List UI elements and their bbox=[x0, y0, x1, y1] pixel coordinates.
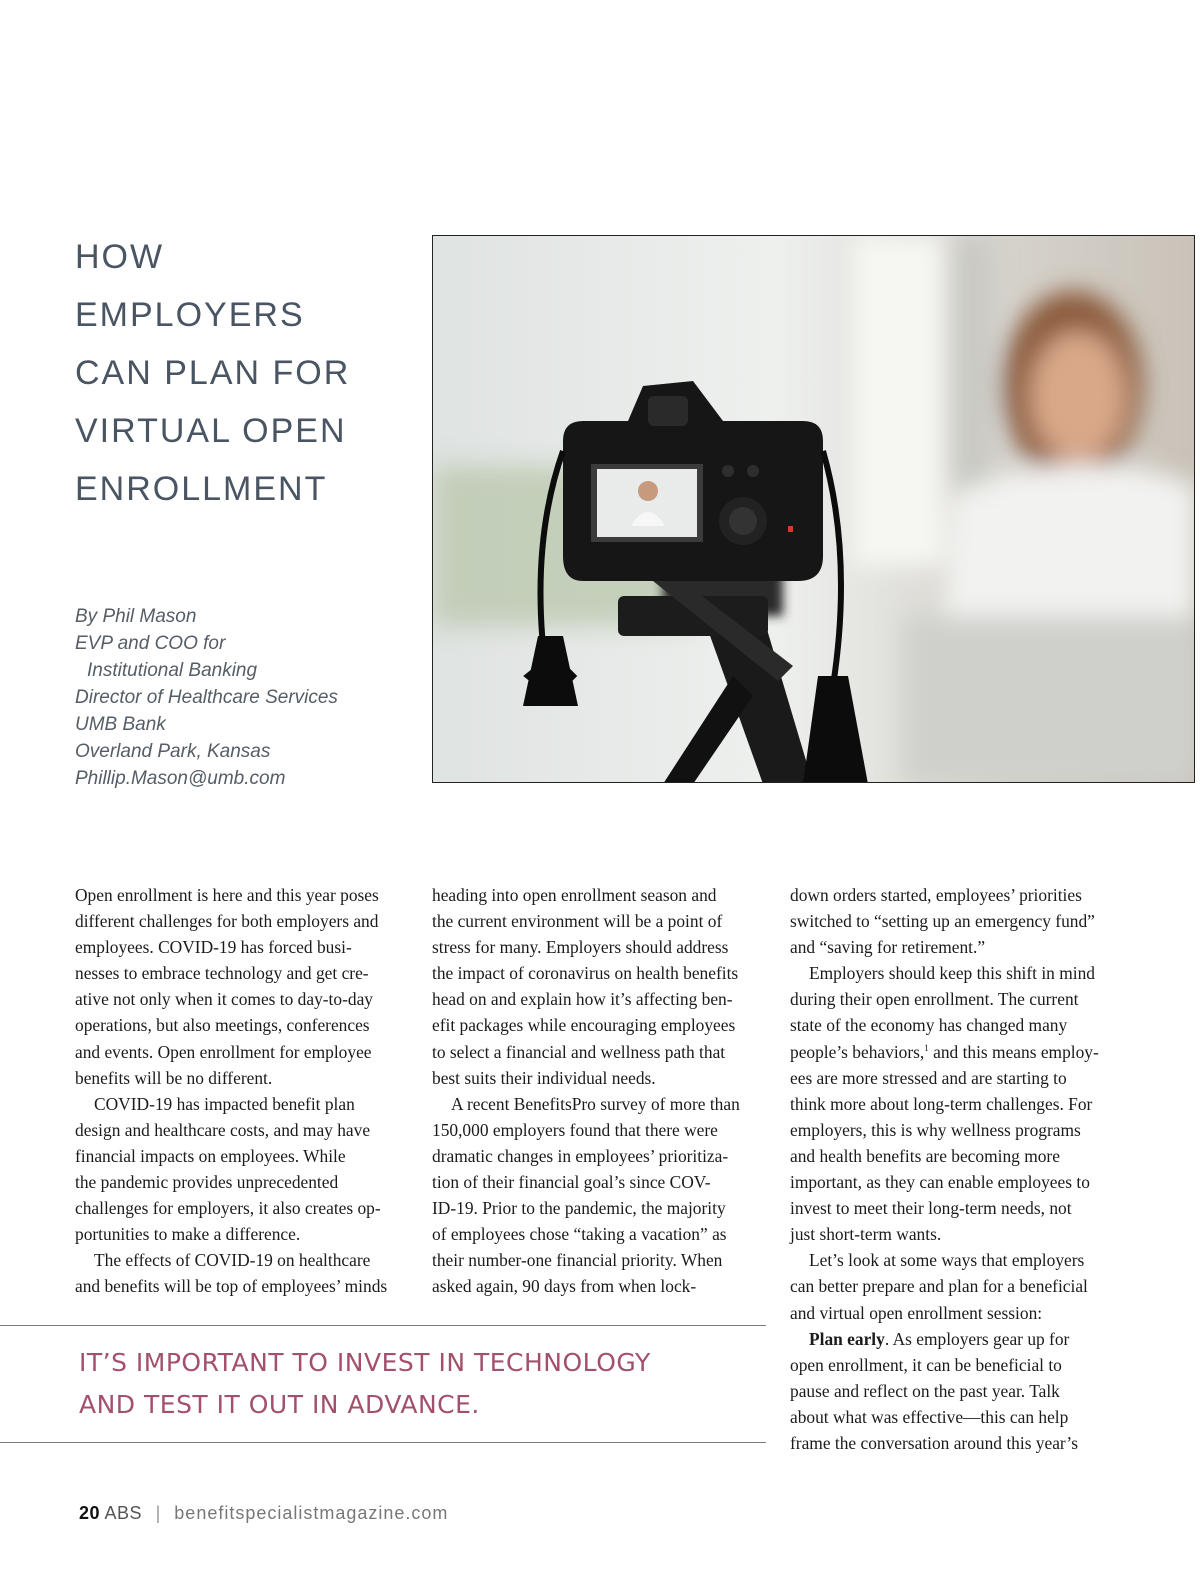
pull-quote-top-rule bbox=[0, 1325, 766, 1326]
text-line: and “saving for retirement.” bbox=[790, 937, 986, 958]
text-line: head on and explain how it’s affecting ben- bbox=[432, 989, 733, 1010]
text-line: tion of their financial goal’s since COV- bbox=[432, 1172, 711, 1193]
text-line: and health benefits are becoming more bbox=[790, 1145, 1060, 1166]
text-line: 150,000 employers found that there were bbox=[432, 1119, 718, 1140]
text-line bbox=[790, 1326, 1150, 1352]
subhead-plan-early: Plan early bbox=[809, 1328, 885, 1349]
text-line: ees are more stressed and are starting to bbox=[790, 1067, 1067, 1088]
footnote-marker: 1 bbox=[924, 1042, 929, 1053]
text-line: down orders started, employees’ priorities bbox=[790, 885, 1082, 905]
text-line: the current environment will be a point of bbox=[432, 911, 723, 932]
text-line: A recent BenefitsPro survey of more than bbox=[451, 1093, 740, 1114]
text-line: the impact of coronavirus on health benefits bbox=[432, 963, 739, 984]
text-line: Employers should keep this shift in mind bbox=[809, 963, 1095, 984]
pull-quote bbox=[79, 1342, 759, 1426]
text-line: nesses to embrace technology and get cre- bbox=[75, 963, 369, 984]
body-column-1 bbox=[75, 882, 435, 1300]
text-line: heading into open enrollment season and bbox=[432, 885, 717, 905]
text-line: ID-19. Prior to the pandemic, the majority bbox=[432, 1198, 726, 1219]
text-line: portunities to make a difference. bbox=[75, 1224, 301, 1245]
text-line: benefits will be no different. bbox=[75, 1067, 273, 1088]
text-line: of employees chose “taking a vacation” as bbox=[432, 1224, 727, 1245]
text-fragment: . As employers gear up for bbox=[884, 1328, 1070, 1349]
text-line: state of the economy has changed many bbox=[790, 1015, 1068, 1036]
title-line: VIRTUAL OPEN bbox=[75, 412, 347, 450]
text-line bbox=[790, 1039, 1150, 1065]
text-line: important, as they can enable employees to bbox=[790, 1172, 1090, 1193]
text-line: pause and reflect on the past year. Talk bbox=[790, 1380, 1060, 1401]
text-line: switched to “setting up an emergency fund” bbox=[790, 911, 1095, 932]
text-fragment: people’s behaviors, bbox=[790, 1041, 925, 1062]
title-line: EMPLOYERS bbox=[75, 296, 305, 334]
text-line: ative not only when it comes to day-to-day bbox=[75, 989, 373, 1010]
text-line: stress for many. Employers should address bbox=[432, 937, 729, 958]
text-line: about what was effective—this can help bbox=[790, 1406, 1069, 1427]
paragraph bbox=[790, 882, 1150, 960]
text-line: frame the conversation around this year’s bbox=[790, 1432, 1078, 1453]
publication-name: ABS bbox=[104, 1503, 143, 1523]
text-line: during their open enrollment. The current bbox=[790, 989, 1079, 1010]
author-email: Phillip.Mason@umb.com bbox=[75, 768, 286, 789]
text-line: invest to meet their long-term needs, not bbox=[790, 1198, 1072, 1219]
paragraph bbox=[432, 1091, 792, 1300]
text-line: the pandemic provides unprecedented bbox=[75, 1172, 339, 1193]
text-line: employers, this is why wellness programs bbox=[790, 1119, 1081, 1140]
text-line: employees. COVID-19 has forced busi- bbox=[75, 937, 352, 958]
text-line: and benefits will be top of employees’ minds bbox=[75, 1276, 388, 1297]
text-line: The effects of COVID-19 on healthcare bbox=[94, 1250, 371, 1271]
text-line: efit packages while encouraging employees bbox=[432, 1015, 736, 1036]
text-line: dramatic changes in employees’ prioritiza- bbox=[432, 1145, 729, 1166]
title-line: ENROLLMENT bbox=[75, 470, 328, 508]
text-line: their number-one financial priority. When bbox=[432, 1250, 723, 1271]
website-link[interactable]: benefitspecialistmagazine.com bbox=[174, 1503, 449, 1523]
author-company: UMB Bank bbox=[75, 714, 166, 735]
author-role: Institutional Banking bbox=[87, 660, 258, 681]
paragraph bbox=[432, 882, 792, 1091]
article-title bbox=[75, 228, 415, 518]
paragraph bbox=[75, 1247, 435, 1299]
footer-separator: | bbox=[155, 1503, 161, 1523]
text-line: to select a financial and wellness path that bbox=[432, 1041, 726, 1062]
text-line: Let’s look at some ways that employers bbox=[809, 1250, 1085, 1271]
pull-quote-bottom-rule bbox=[0, 1442, 766, 1443]
text-line: open enrollment, it can be beneficial to bbox=[790, 1354, 1062, 1375]
text-line: operations, but also meetings, conferences bbox=[75, 1015, 370, 1036]
author-role: EVP and COO for bbox=[75, 633, 226, 654]
text-line: COVID-19 has impacted benefit plan bbox=[94, 1093, 355, 1114]
pull-quote-line: IT’S IMPORTANT TO INVEST IN TECHNOLOGY bbox=[79, 1348, 651, 1377]
text-line: best suits their individual needs. bbox=[432, 1067, 656, 1088]
body-column-3 bbox=[790, 882, 1150, 1456]
pull-quote-line: AND TEST IT OUT IN ADVANCE. bbox=[79, 1390, 480, 1419]
paragraph bbox=[75, 1091, 435, 1248]
text-line: asked again, 90 days from when lock- bbox=[432, 1276, 697, 1297]
paragraph bbox=[790, 1326, 1150, 1456]
article-photo bbox=[432, 235, 1195, 783]
page-number: 20 bbox=[79, 1503, 101, 1523]
author-location: Overland Park, Kansas bbox=[75, 741, 271, 762]
author-byline bbox=[75, 603, 415, 792]
text-line: can better prepare and plan for a beneficial bbox=[790, 1276, 1088, 1297]
camera-photo-illustration bbox=[433, 236, 1195, 783]
author-name: By Phil Mason bbox=[75, 606, 197, 627]
text-line: different challenges for both employers and bbox=[75, 911, 379, 932]
text-fragment: and this means employ- bbox=[928, 1041, 1099, 1062]
text-line: just short-term wants. bbox=[790, 1224, 942, 1245]
paragraph bbox=[790, 1247, 1150, 1325]
title-line: HOW bbox=[75, 238, 165, 276]
text-line: and virtual open enrollment session: bbox=[790, 1302, 1043, 1323]
text-line: and events. Open enrollment for employee bbox=[75, 1041, 372, 1062]
text-line: think more about long-term challenges. For bbox=[790, 1093, 1093, 1114]
body-column-2 bbox=[432, 882, 792, 1300]
paragraph bbox=[75, 882, 435, 1091]
text-line: financial impacts on employees. While bbox=[75, 1145, 346, 1166]
title-line: CAN PLAN FOR bbox=[75, 354, 351, 392]
text-line: design and healthcare costs, and may have bbox=[75, 1119, 371, 1140]
text-line: Open enrollment is here and this year poses bbox=[75, 885, 379, 905]
author-role: Director of Healthcare Services bbox=[75, 687, 338, 708]
text-line: challenges for employers, it also creates op- bbox=[75, 1198, 381, 1219]
paragraph bbox=[790, 960, 1150, 1247]
page-footer bbox=[79, 1503, 448, 1524]
